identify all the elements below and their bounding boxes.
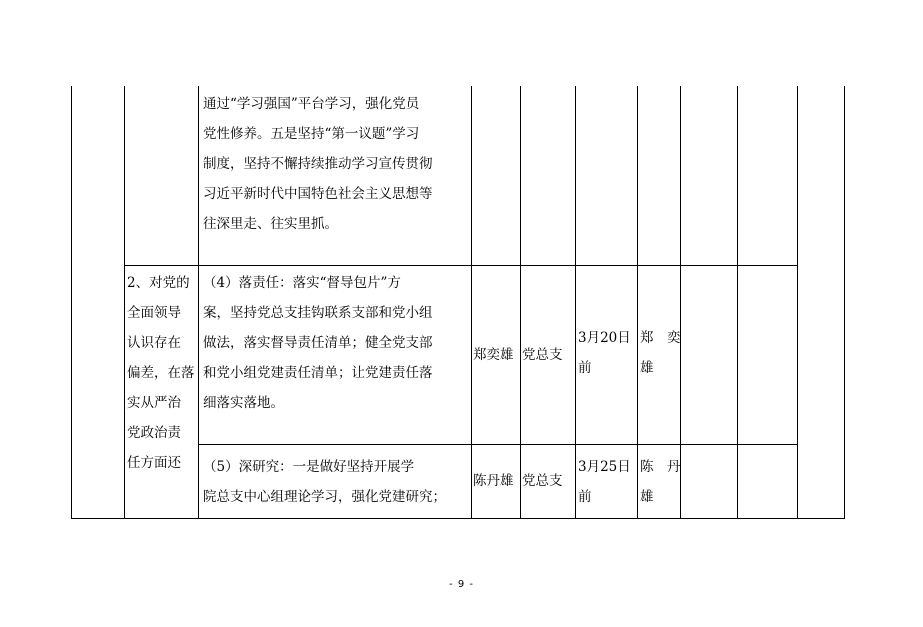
problem-line: 任方面还 (127, 455, 181, 471)
measure-line: 制度，坚持不懈持续推动学习宣传贯彻 (203, 156, 433, 172)
measure-cell (203, 89, 469, 239)
measure-line: （4）落责任：落实“督导包片”方 (203, 275, 401, 291)
deadline-line: 3月20日 (578, 330, 631, 346)
table-divider (575, 86, 576, 519)
table-divider (737, 86, 738, 519)
deadline-line: 前 (578, 360, 592, 376)
table-divider (198, 86, 199, 519)
problem-line: 偏差，在落 (127, 365, 195, 381)
measure-line: 和党小组党建责任清单；让党建责任落 (203, 365, 433, 381)
measure-line: 通过“学习强国”平台学习，强化党员 (203, 96, 420, 112)
responsible-dept: 党总支 (522, 473, 563, 489)
table-divider (520, 86, 521, 519)
table-border-left (71, 86, 72, 519)
owner-line: 雄 (640, 360, 654, 376)
deadline-cell (578, 323, 636, 383)
deadline-line: 前 (578, 489, 592, 505)
table-divider (471, 86, 472, 519)
measure-cell (203, 268, 469, 418)
table-border-bottom (71, 518, 845, 519)
measure-line: 案，坚持党总支挂钩联系支部和党小组 (203, 305, 433, 321)
problem-line: 全面领导 (127, 305, 181, 321)
responsible-dept: 党总支 (522, 347, 563, 363)
problem-line: 2、对党的 (127, 275, 190, 291)
problem-cell (127, 268, 197, 478)
table-divider (680, 86, 681, 519)
measure-line: 往深里走、往实里抓。 (203, 216, 338, 232)
responsible-leader: 陈丹雄 (473, 473, 514, 489)
owner-line: 郑 奕 (640, 330, 680, 346)
measure-line: （5）深研究：一是做好坚持开展学 (203, 459, 415, 475)
measure-line: 细落实落地。 (203, 395, 284, 411)
problem-line: 实从严治 (127, 395, 181, 411)
deadline-cell (578, 452, 636, 512)
table-row-divider (124, 265, 798, 266)
page-number: - 9 - (449, 579, 474, 590)
table-row-divider (198, 444, 798, 445)
measure-line: 党性修养。五是坚持“第一议题”学习 (203, 126, 420, 142)
deadline-line: 3月25日 (578, 459, 631, 475)
owner-cell (640, 323, 680, 383)
problem-line: 党政治责 (127, 425, 181, 441)
table-divider (124, 86, 125, 519)
owner-line: 雄 (640, 489, 654, 505)
table-border-right (844, 86, 845, 519)
measure-cell (203, 452, 469, 512)
table-divider (797, 86, 798, 519)
responsible-leader: 郑奕雄 (473, 347, 514, 363)
owner-cell (640, 452, 680, 512)
table-divider (637, 86, 638, 519)
owner-line: 陈 丹 (640, 459, 680, 475)
measure-line: 做法，落实督导责任清单；健全党支部 (203, 335, 433, 351)
measure-line: 院总支中心组理论学习，强化党建研究； (203, 489, 446, 505)
problem-line: 认识存在 (127, 335, 181, 351)
measure-line: 习近平新时代中国特色社会主义思想等 (203, 186, 433, 202)
